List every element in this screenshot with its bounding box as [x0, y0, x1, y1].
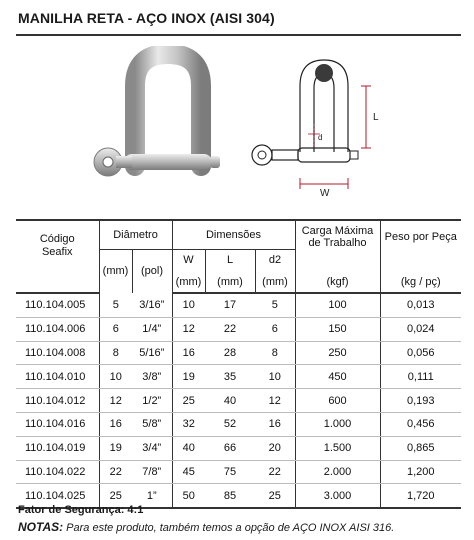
- table-row: [16, 436, 461, 460]
- cell-diameter-mm: 5: [99, 293, 132, 317]
- cell-l: 40: [205, 389, 255, 413]
- cell-code: 110.104.022: [16, 460, 99, 484]
- header-load-spacer: [295, 249, 380, 271]
- cell-weight: 0,013: [380, 293, 461, 317]
- cell-diameter-pol: 5/16”: [132, 341, 172, 365]
- cell-diameter-pol: 3/16”: [132, 293, 172, 317]
- shackle-photo: [80, 46, 240, 196]
- cell-l: 22: [205, 317, 255, 341]
- header-l: L: [205, 249, 255, 271]
- cell-w: 25: [172, 389, 205, 413]
- cell-diameter-pol: 1/4”: [132, 317, 172, 341]
- table-row: [16, 412, 461, 436]
- cell-load: 600: [295, 389, 380, 413]
- cell-load: 3.000: [295, 484, 380, 508]
- header-load-unit: (kgf): [295, 271, 380, 293]
- cell-code: 110.104.019: [16, 436, 99, 460]
- cell-w: 45: [172, 460, 205, 484]
- cell-load: 1.500: [295, 436, 380, 460]
- cell-diameter-mm: 10: [99, 365, 132, 389]
- specs-table: [16, 219, 461, 509]
- cell-diameter-mm: 19: [99, 436, 132, 460]
- cell-d2: 12: [255, 389, 295, 413]
- dimension-label-l: L: [373, 112, 379, 123]
- footer: [18, 502, 394, 537]
- table-row: [16, 389, 461, 413]
- cell-d2: 22: [255, 460, 295, 484]
- cell-l: 35: [205, 365, 255, 389]
- cell-code: 110.104.012: [16, 389, 99, 413]
- cell-load: 2.000: [295, 460, 380, 484]
- cell-diameter-pol: 3/8”: [132, 365, 172, 389]
- cell-d2: 10: [255, 365, 295, 389]
- cell-load: 100: [295, 293, 380, 317]
- header-dimensions: Dimensões: [172, 220, 295, 249]
- cell-diameter-mm: 8: [99, 341, 132, 365]
- cell-weight: 0,056: [380, 341, 461, 365]
- cell-w: 16: [172, 341, 205, 365]
- header-d2-unit: (mm): [255, 271, 295, 293]
- notes-label: NOTAS:: [18, 520, 64, 534]
- cell-diameter-pol: 1”: [132, 484, 172, 508]
- cell-d2: 25: [255, 484, 295, 508]
- cell-w: 40: [172, 436, 205, 460]
- header-weight-spacer: [380, 249, 461, 271]
- cell-diameter-pol: 5/8”: [132, 412, 172, 436]
- cell-load: 150: [295, 317, 380, 341]
- cell-weight: 0,111: [380, 365, 461, 389]
- cell-diameter-pol: 3/4”: [132, 436, 172, 460]
- header-diameter: Diâmetro: [99, 220, 172, 249]
- header-diameter-pol: (pol): [132, 249, 172, 293]
- cell-w: 10: [172, 293, 205, 317]
- cell-weight: 0,193: [380, 389, 461, 413]
- cell-d2: 20: [255, 436, 295, 460]
- cell-diameter-mm: 12: [99, 389, 132, 413]
- cell-l: 52: [205, 412, 255, 436]
- cell-code: 110.104.008: [16, 341, 99, 365]
- cell-weight: 1,200: [380, 460, 461, 484]
- specs-table-body: [16, 293, 461, 508]
- header-diameter-mm: (mm): [99, 249, 132, 293]
- header-w: W: [172, 249, 205, 271]
- header-load: Carga Máxima de Trabalho: [295, 220, 380, 249]
- cell-w: 32: [172, 412, 205, 436]
- cell-diameter-mm: 22: [99, 460, 132, 484]
- cell-d2: 5: [255, 293, 295, 317]
- cell-d2: 8: [255, 341, 295, 365]
- cell-diameter-pol: 1/2”: [132, 389, 172, 413]
- cell-weight: 1,720: [380, 484, 461, 508]
- notes-line: [18, 519, 394, 537]
- cell-w: 12: [172, 317, 205, 341]
- header-code-spacer: [16, 271, 99, 293]
- cell-w: 50: [172, 484, 205, 508]
- cell-d2: 6: [255, 317, 295, 341]
- cell-code: 110.104.025: [16, 484, 99, 508]
- header-code: Código Seafix: [16, 220, 99, 271]
- cell-load: 1.000: [295, 412, 380, 436]
- cell-l: 75: [205, 460, 255, 484]
- safety-factor: Fator de Segurança: 4:1: [18, 504, 144, 516]
- header-d2: d2: [255, 249, 295, 271]
- page-title: MANILHA RETA - AÇO INOX (AISI 304): [18, 10, 275, 26]
- cell-l: 85: [205, 484, 255, 508]
- cell-l: 17: [205, 293, 255, 317]
- cell-code: 110.104.005: [16, 293, 99, 317]
- cell-w: 19: [172, 365, 205, 389]
- cell-weight: 0,456: [380, 412, 461, 436]
- cell-diameter-mm: 25: [99, 484, 132, 508]
- cell-load: 450: [295, 365, 380, 389]
- cell-diameter-mm: 16: [99, 412, 132, 436]
- table-row: [16, 365, 461, 389]
- header-weight-unit: (kg / pç): [380, 271, 461, 293]
- header-l-unit: (mm): [205, 271, 255, 293]
- cell-diameter-pol: 7/8”: [132, 460, 172, 484]
- specs-table-container: [16, 219, 461, 509]
- dimension-label-d: d: [318, 133, 323, 142]
- shackle-technical-drawing: [238, 52, 408, 200]
- title-divider: [16, 34, 461, 36]
- dimension-label-w: W: [320, 188, 330, 199]
- cell-weight: 0,024: [380, 317, 461, 341]
- header-weight: Peso por Peça: [380, 220, 461, 249]
- header-w-unit: (mm): [172, 271, 205, 293]
- cell-code: 110.104.010: [16, 365, 99, 389]
- cell-load: 250: [295, 341, 380, 365]
- notes-text: Para este produto, também temos a opção de AÇO INOX AISI 316.: [63, 522, 395, 534]
- cell-l: 66: [205, 436, 255, 460]
- table-row: [16, 293, 461, 317]
- cell-d2: 16: [255, 412, 295, 436]
- cell-weight: 0,865: [380, 436, 461, 460]
- cell-diameter-mm: 6: [99, 317, 132, 341]
- table-row: [16, 460, 461, 484]
- table-row: [16, 317, 461, 341]
- cell-code: 110.104.006: [16, 317, 99, 341]
- cell-l: 28: [205, 341, 255, 365]
- table-row: [16, 341, 461, 365]
- cell-code: 110.104.016: [16, 412, 99, 436]
